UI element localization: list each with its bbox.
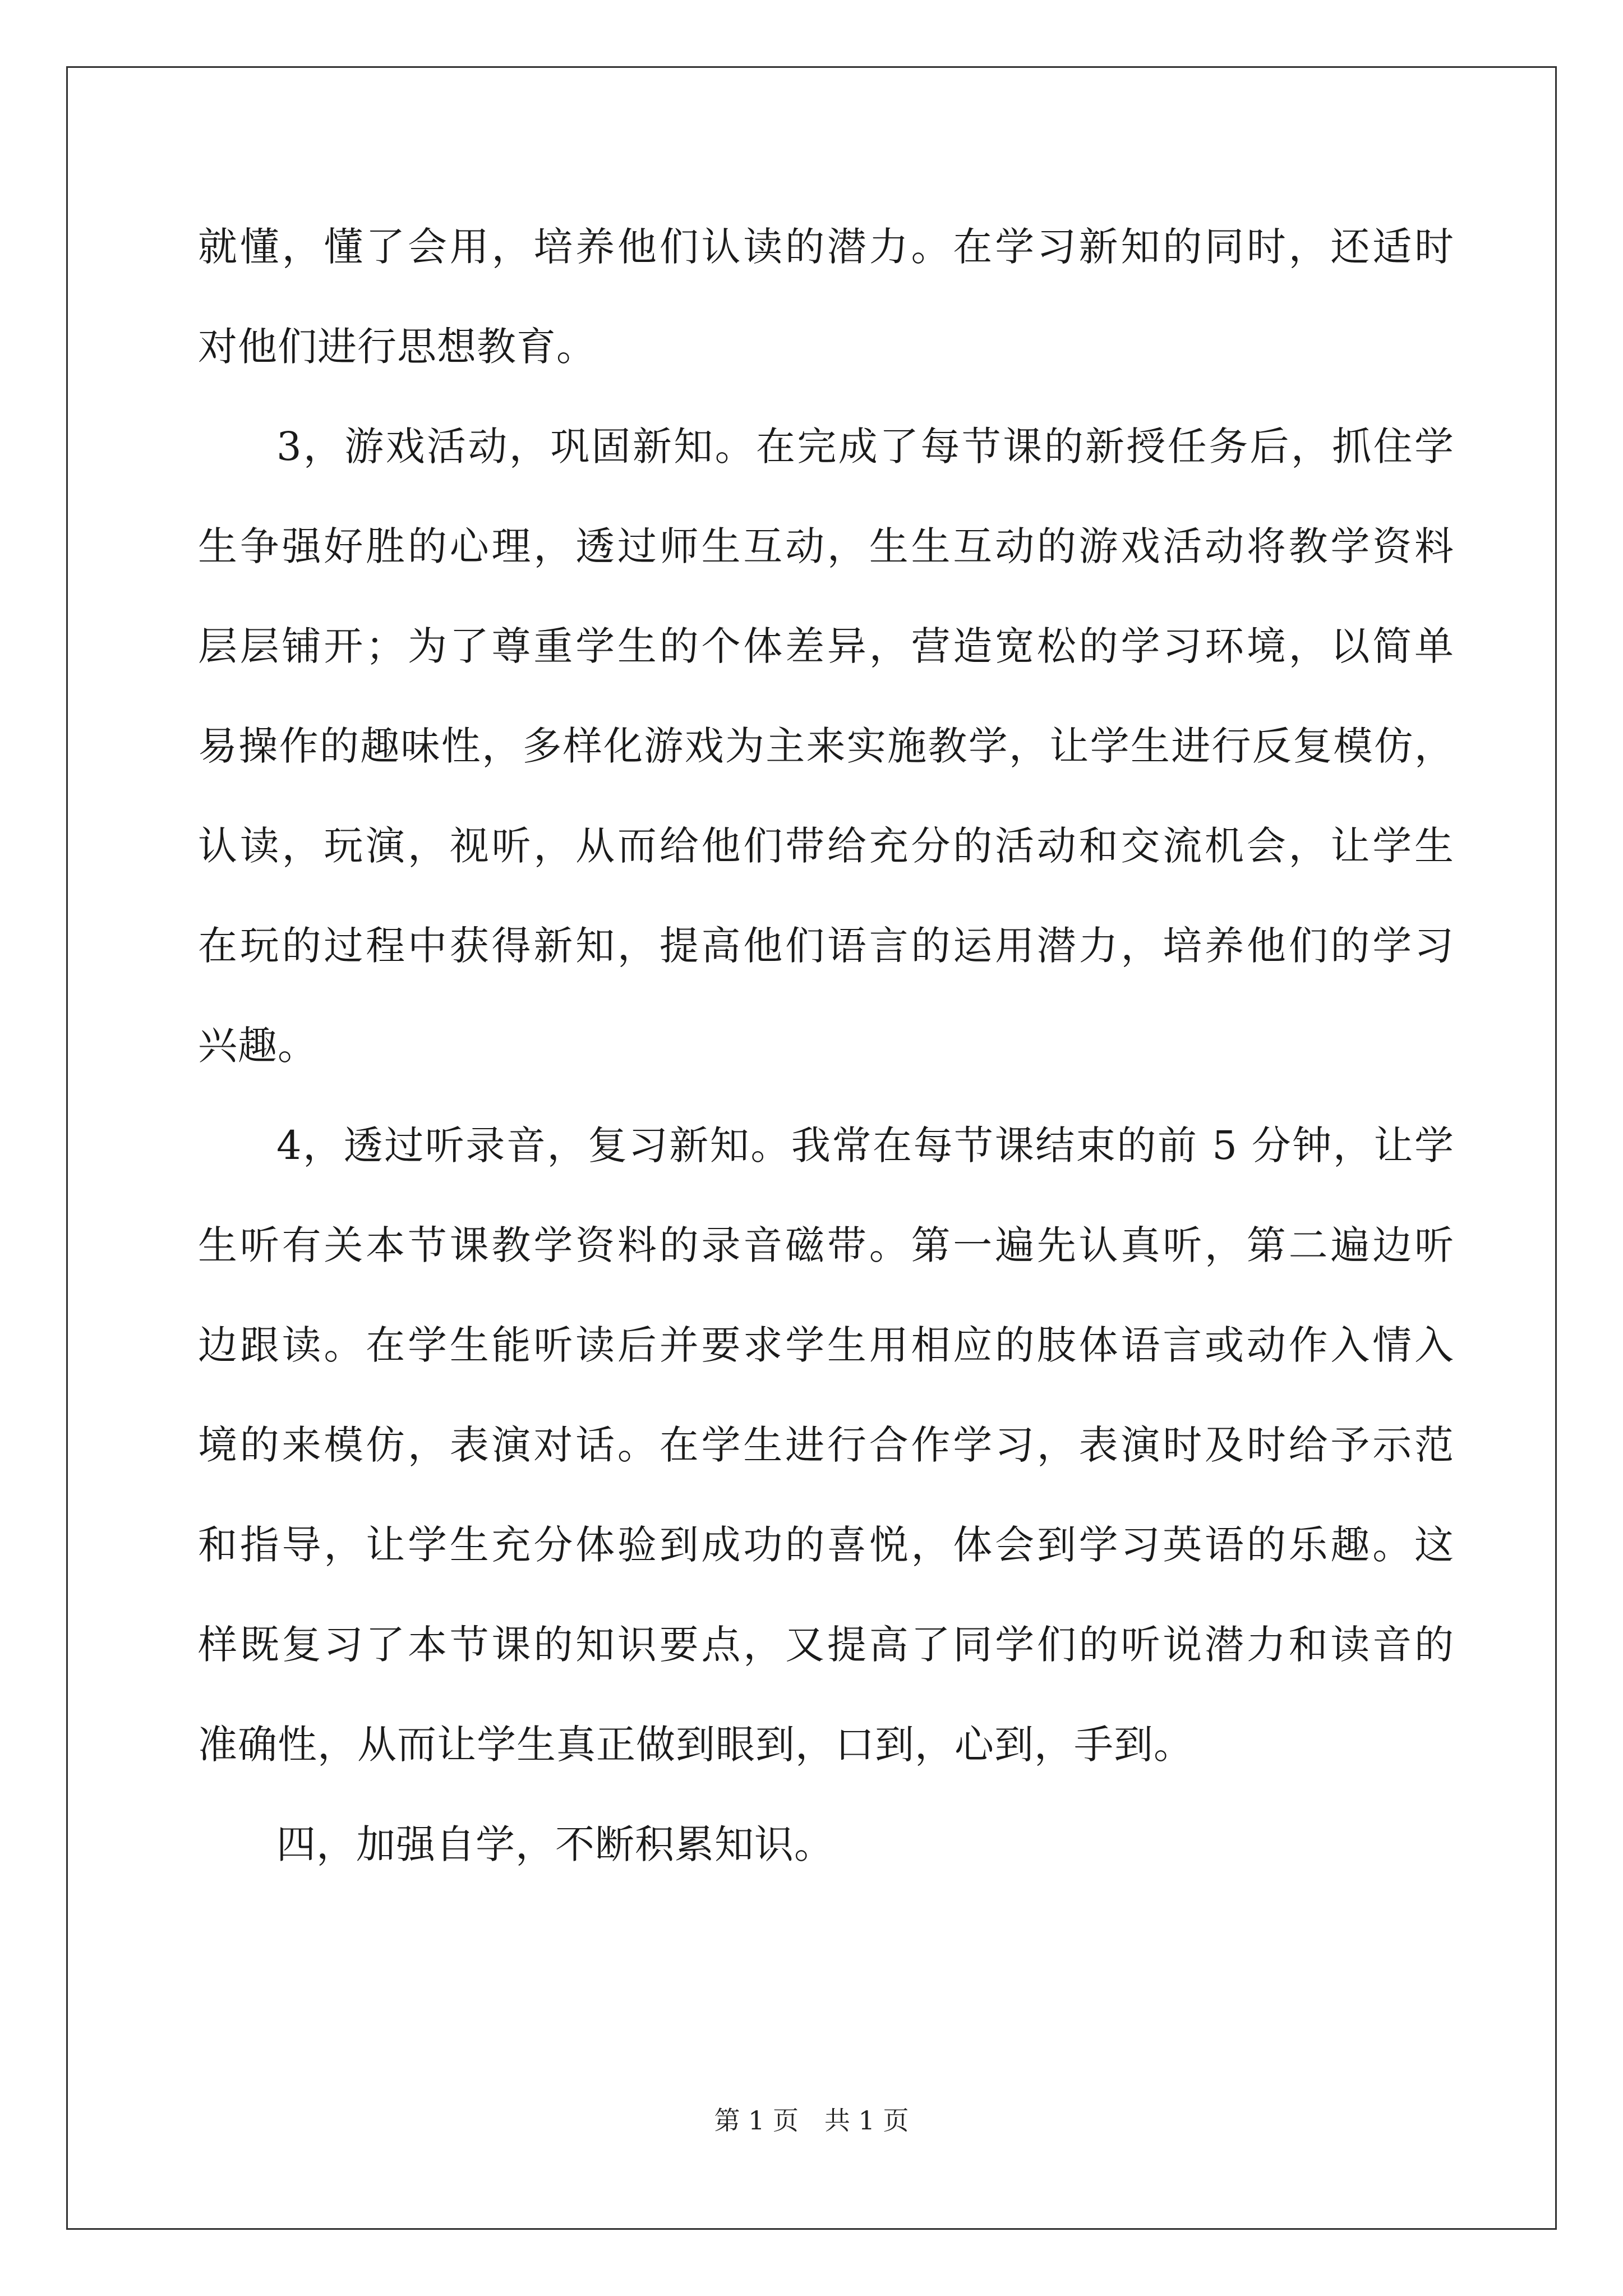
text-line: 和指导，让学生充分体验到成功的喜悦，体会到学习英语的乐趣。这: [198, 1522, 1454, 1568]
text-line: 认读，玩演，视听，从而给他们带给充分的活动和交流机会，让学生: [198, 823, 1454, 869]
text-line: 样既复习了本节课的知识要点，又提高了同学们的听说潜力和读音的: [198, 1622, 1454, 1668]
text-line: 易操作的趣味性，多样化游戏为主来实施教学，让学生进行反复模仿，: [198, 723, 1454, 769]
text-line: 境的来模仿，表演对话。在学生进行合作学习，表演时及时给予示范: [198, 1422, 1454, 1468]
text-line: 就懂，懂了会用，培养他们认读的潜力。在学习新知的同时，还适时: [198, 224, 1454, 270]
document-body: [198, 208, 1454, 1905]
text-line: 边跟读。在学生能听读后并要求学生用相应的肢体语言或动作入情入: [198, 1322, 1454, 1368]
text-line: 4，透过听录音，复习新知。我常在每节课结束的前 5 分钟，让学: [276, 1122, 1454, 1168]
text-line: 准确性，从而让学生真正做到眼到，口到，心到，手到。: [198, 1722, 1193, 1768]
text-line: 对他们进行思想教育。: [198, 324, 596, 370]
page-number: 第 1 页 共 1 页: [714, 2105, 909, 2136]
text-line: 四，加强自学，不断积累知识。: [276, 1821, 834, 1867]
text-line: 生争强好胜的心理，透过师生互动，生生互动的游戏活动将教学资料: [198, 523, 1454, 569]
text-line: 兴趣。: [198, 1023, 317, 1069]
text-line: 在玩的过程中获得新知，提高他们语言的运用潜力，培养他们的学习: [198, 923, 1454, 969]
text-line: 3，游戏活动，巩固新知。在完成了每节课的新授任务后，抓住学: [276, 424, 1454, 470]
text-line: 生听有关本节课教学资料的录音磁带。第一遍先认真听，第二遍边听: [198, 1222, 1454, 1268]
text-line: 层层铺开；为了尊重学生的个体差异，营造宽松的学习环境，以简单: [198, 623, 1454, 669]
